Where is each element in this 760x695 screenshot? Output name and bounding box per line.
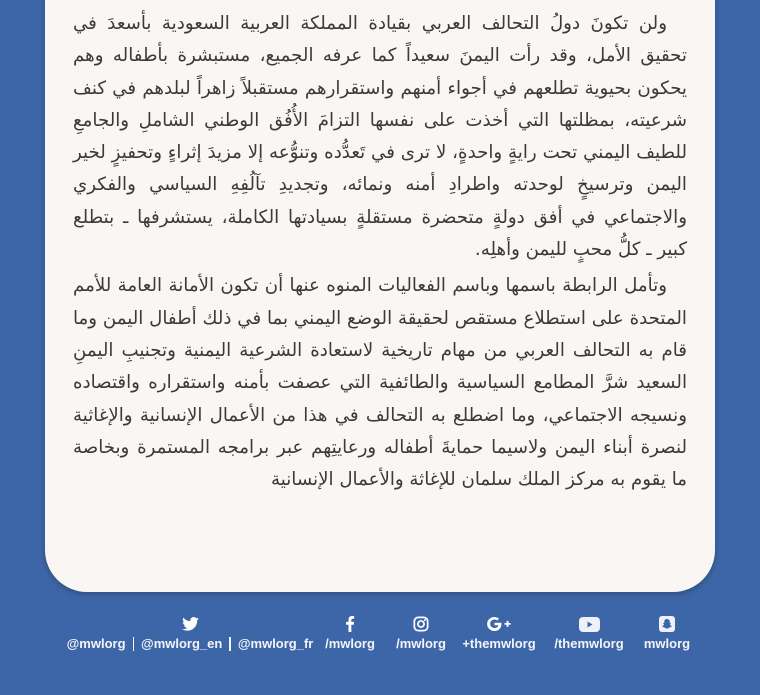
article-paragraph-1: ولن تكونَ دولُ التحالف العربي بقيادة المملكة العربية السعودية بأسعدَ في تحقيق الأمل، وقد رأت اليمنَ سعيداً كما عرفه الجميع، مستبشرة بأطفاله وهم يحكون بحيوية تطلعهم في أجواء أمنهم واستقرارهم مستقبلاً زاهراً لبلدهم في كنف شرعيته، بمظلتها التي أخذت على نفسها التزامَ الأُفُق الوطني الشاملِ والجامعِ للطيف اليمني تحت رايةٍ واحدةٍ، لا ترى في تَعدُّده وتنوُّعه إلا مزيدَ إثراءٍ وتحفيزٍ لخير اليمن وترسيخٍ لوحدته واطرادِ أمنه ونمائه، وتجديدِ تآلُفِهِ السياسي والفكري والاجتماعي في أفق دولةٍ متحضرة مستقلةٍ بسيادتها الكاملة، يستشرفها ـ بتطلع كبير ـ كلُّ محبٍ لليمن وأهلِه. bbox=[73, 13, 687, 261]
snapchat-icon bbox=[658, 615, 676, 633]
youtube-icon bbox=[578, 615, 600, 633]
social-instagram[interactable] bbox=[391, 612, 451, 651]
article-body bbox=[73, 8, 687, 496]
facebook-handle: /mwlorg bbox=[325, 636, 375, 651]
social-facebook[interactable] bbox=[320, 612, 380, 651]
twitter-handle-fr[interactable]: @mwlorg_fr bbox=[237, 636, 314, 651]
social-footer bbox=[0, 612, 760, 672]
instagram-icon bbox=[412, 615, 430, 633]
article-card bbox=[45, 0, 715, 592]
twitter-handle-en[interactable]: @mwlorg_en bbox=[141, 636, 223, 651]
twitter-handle-ar[interactable]: @mwlorg bbox=[66, 636, 126, 651]
snapchat-handle: mwlorg bbox=[643, 636, 691, 651]
divider bbox=[133, 637, 135, 651]
twitter-handles bbox=[67, 636, 314, 651]
facebook-icon bbox=[341, 615, 359, 633]
google-plus-icon bbox=[485, 615, 513, 633]
instagram-handle: /mwlorg bbox=[396, 636, 446, 651]
divider bbox=[229, 637, 231, 651]
google-plus-handle: +themwlorg bbox=[462, 636, 536, 651]
social-snapchat[interactable] bbox=[638, 612, 696, 651]
youtube-handle: /themwlorg bbox=[554, 636, 624, 651]
social-twitter[interactable] bbox=[66, 612, 314, 651]
social-google-plus[interactable] bbox=[458, 612, 540, 651]
social-youtube[interactable] bbox=[550, 612, 628, 651]
article-paragraph-2: وتأمل الرابطة باسمها وباسم الفعاليات المنوه عنها أن تكون الأمانة العامة للأمم المتحدة على استطلاع مستقص لحقيقة الوضع اليمني بما في ذلك أطفال اليمن وما قام به التحالف العربي من مهام تاريخية لاستعادة الشرعية اليمنية وتجنيبِ اليمنِ السعيد شرَّ المطامع السياسية والطائفية التي عصفت بأمنه واستقراره واقتصاده ونسيجه الاجتماعي، وما اضطلع به التحالف في هذا من الأعمال الإنسانية والإغاثية لنصرة أبناء اليمن ولاسيما حمايةَ أطفاله ورعايتِهم عبر برامجه المستمرة وبخاصة ما يقوم به مركز الملك سلمان للإغاثة والأعمال الإنسانية bbox=[73, 275, 687, 491]
twitter-icon bbox=[181, 615, 199, 633]
